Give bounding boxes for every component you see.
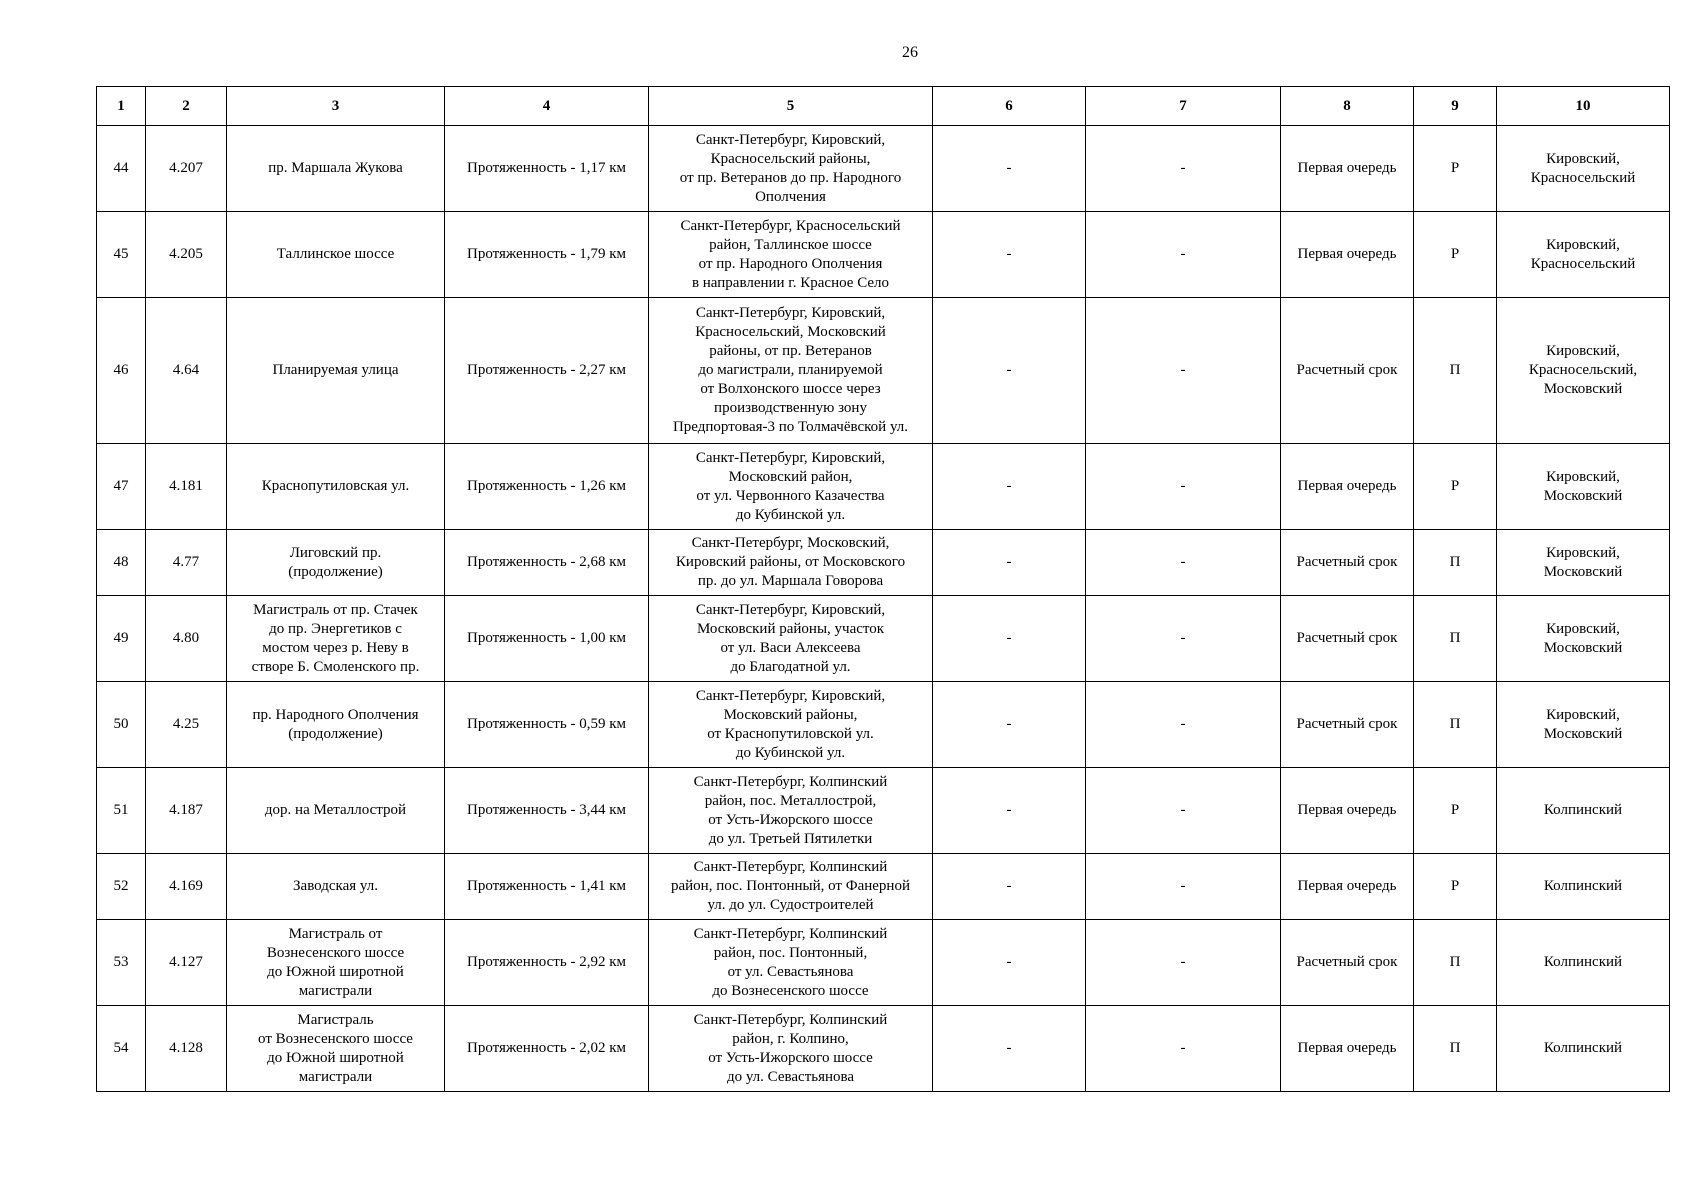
header-col-10: 10 xyxy=(1497,87,1670,126)
object-name-line: пр. Маршала Жукова xyxy=(268,160,403,176)
column-7-value: - xyxy=(1086,682,1281,768)
object-length: Протяженность - 1,17 км xyxy=(445,126,649,212)
object-location xyxy=(649,682,933,768)
object-name xyxy=(227,1006,445,1092)
object-name xyxy=(227,530,445,596)
row-number: 44 xyxy=(97,126,146,212)
table-row xyxy=(97,1006,1670,1092)
object-districts-line: Кировский, xyxy=(1546,468,1620,485)
implementation-term: Расчетный срок xyxy=(1281,530,1414,596)
object-location-line: Санкт-Петербург, Кировский, xyxy=(695,305,886,321)
row-number: 51 xyxy=(97,768,146,854)
table-row xyxy=(97,854,1670,920)
object-districts-line: Кировский, xyxy=(1546,620,1620,637)
implementation-term: Расчетный срок xyxy=(1281,298,1414,444)
implementation-term: Первая очередь xyxy=(1281,768,1414,854)
object-districts-line: Московский xyxy=(1543,563,1623,580)
object-location-line: пр. до ул. Маршала Говорова xyxy=(697,573,884,589)
object-location-line: до Кубинской ул. xyxy=(735,506,846,523)
column-7-value: - xyxy=(1086,212,1281,298)
object-code: 4.207 xyxy=(146,126,227,212)
object-name-line: Краснопутиловская ул. xyxy=(261,478,410,494)
object-code: 4.169 xyxy=(146,854,227,920)
implementation-term: Первая очередь xyxy=(1281,212,1414,298)
object-name-line: магистрали xyxy=(298,982,373,999)
object-name-line: до Южной широтной xyxy=(267,1049,404,1066)
object-location-line: районы, от пр. Ветеранов xyxy=(709,343,872,359)
object-type: Р xyxy=(1414,854,1497,920)
object-location xyxy=(649,298,933,444)
object-location-line: от пр. Ветеранов до пр. Народного xyxy=(679,169,902,186)
object-location-line: Санкт-Петербург, Кировский, xyxy=(695,601,886,618)
object-name xyxy=(227,126,445,212)
header-col-4: 4 xyxy=(445,87,649,126)
object-type: Р xyxy=(1414,212,1497,298)
object-location-line: до Кубинской ул. xyxy=(735,744,846,761)
object-location-line: Московский районы, участок xyxy=(696,620,885,637)
object-location-line: от Волхонского шоссе через xyxy=(700,381,881,397)
object-districts xyxy=(1497,126,1670,212)
object-location xyxy=(649,768,933,854)
column-7-value: - xyxy=(1086,768,1281,854)
object-location-line: Санкт-Петербург, Колпинский xyxy=(693,925,888,942)
column-7-value: - xyxy=(1086,596,1281,682)
object-code: 4.77 xyxy=(146,530,227,596)
row-number: 50 xyxy=(97,682,146,768)
object-name-line: Лиговский пр. xyxy=(289,544,382,561)
object-location-line: от пр. Народного Ополчения xyxy=(698,255,883,272)
object-name-line: до пр. Энергетиков с xyxy=(269,620,402,637)
table-row xyxy=(97,126,1670,212)
object-type: П xyxy=(1414,530,1497,596)
object-location-line: до ул. Третьей Пятилетки xyxy=(708,830,873,847)
object-districts-line: Кировский, xyxy=(1546,343,1620,359)
object-length: Протяженность - 2,02 км xyxy=(445,1006,649,1092)
object-type: П xyxy=(1414,1006,1497,1092)
header-col-1: 1 xyxy=(97,87,146,126)
object-location-line: от Усть-Ижорского шоссе xyxy=(708,811,873,828)
object-location-line: Московский район, xyxy=(728,468,853,485)
row-number: 46 xyxy=(97,298,146,444)
table-row xyxy=(97,212,1670,298)
object-districts-line: Колпинский xyxy=(1543,1040,1623,1056)
table-row xyxy=(97,768,1670,854)
object-code: 4.25 xyxy=(146,682,227,768)
object-name xyxy=(227,444,445,530)
column-7-value: - xyxy=(1086,854,1281,920)
object-length: Протяженность - 1,00 км xyxy=(445,596,649,682)
object-districts xyxy=(1497,1006,1670,1092)
object-location xyxy=(649,126,933,212)
object-name-line: (продолжение) xyxy=(288,725,383,742)
object-name xyxy=(227,768,445,854)
implementation-term: Расчетный срок xyxy=(1281,920,1414,1006)
row-number: 54 xyxy=(97,1006,146,1092)
header-col-8: 8 xyxy=(1281,87,1414,126)
column-6-value: - xyxy=(933,768,1086,854)
column-6-value: - xyxy=(933,682,1086,768)
table-row xyxy=(97,530,1670,596)
object-name-line: Магистраль от xyxy=(288,925,383,942)
object-length: Протяженность - 2,27 км xyxy=(445,298,649,444)
object-code: 4.205 xyxy=(146,212,227,298)
object-location-line: Московский районы, xyxy=(723,706,858,723)
object-location-line: район, Таллинское шоссе xyxy=(709,236,872,253)
object-name-line: Вознесенского шоссе xyxy=(266,944,405,961)
column-7-value: - xyxy=(1086,1006,1281,1092)
object-name-line: створе Б. Смоленского пр. xyxy=(251,658,420,675)
object-length: Протяженность - 1,79 км xyxy=(445,212,649,298)
object-code: 4.187 xyxy=(146,768,227,854)
object-districts xyxy=(1497,212,1670,298)
object-location xyxy=(649,530,933,596)
object-length: Протяженность - 1,41 км xyxy=(445,854,649,920)
object-location-line: от ул. Васи Алексеева xyxy=(720,639,861,656)
object-name-line: от Вознесенского шоссе xyxy=(258,1030,413,1047)
table-row xyxy=(97,920,1670,1006)
column-7-value: - xyxy=(1086,126,1281,212)
implementation-term: Первая очередь xyxy=(1281,1006,1414,1092)
object-districts xyxy=(1497,768,1670,854)
column-6-value: - xyxy=(933,530,1086,596)
object-location xyxy=(649,1006,933,1092)
object-districts-line: Колпинский xyxy=(1543,802,1623,818)
column-6-value: - xyxy=(933,298,1086,444)
object-location-line: от Усть-Ижорского шоссе xyxy=(708,1049,873,1066)
object-districts xyxy=(1497,920,1670,1006)
object-districts-line: Кировский, xyxy=(1546,706,1620,723)
page-number: 26 xyxy=(902,44,918,61)
object-name-line: дор. на Металлострой xyxy=(264,802,407,818)
object-length: Протяженность - 2,92 км xyxy=(445,920,649,1006)
object-length: Протяженность - 3,44 км xyxy=(445,768,649,854)
object-length: Протяженность - 2,68 км xyxy=(445,530,649,596)
object-districts-line: Красносельский xyxy=(1530,255,1636,272)
object-districts xyxy=(1497,530,1670,596)
object-name xyxy=(227,212,445,298)
implementation-term: Расчетный срок xyxy=(1281,596,1414,682)
object-districts-line: Московский xyxy=(1543,639,1623,656)
object-code: 4.80 xyxy=(146,596,227,682)
object-location-line: до Благодатной ул. xyxy=(730,658,851,675)
object-location xyxy=(649,444,933,530)
row-number: 52 xyxy=(97,854,146,920)
object-districts xyxy=(1497,444,1670,530)
object-location-line: Санкт-Петербург, Колпинский xyxy=(693,859,888,875)
object-districts xyxy=(1497,854,1670,920)
object-location-line: Санкт-Петербург, Кировский, xyxy=(695,687,886,704)
table-body xyxy=(97,126,1670,1092)
object-districts-line: Московский xyxy=(1543,381,1623,397)
object-location-line: Санкт-Петербург, Московский, xyxy=(691,535,890,551)
table-row xyxy=(97,298,1670,444)
object-name xyxy=(227,298,445,444)
object-name-line: магистрали xyxy=(298,1068,373,1085)
object-location-line: район, пос. Металлострой, xyxy=(704,792,877,809)
object-districts-line: Красносельский, xyxy=(1528,362,1638,378)
object-districts-line: Красносельский xyxy=(1530,169,1636,186)
object-type: Р xyxy=(1414,444,1497,530)
object-districts-line: Московский xyxy=(1543,487,1623,504)
column-7-value: - xyxy=(1086,444,1281,530)
object-location-line: до магистрали, планируемой xyxy=(698,362,883,378)
implementation-term: Расчетный срок xyxy=(1281,682,1414,768)
object-districts-line: Колпинский xyxy=(1543,878,1623,894)
object-location-line: от Краснопутиловской ул. xyxy=(707,725,874,742)
object-location-line: Санкт-Петербург, Колпинский xyxy=(693,773,888,790)
object-location-line: район, г. Колпино, xyxy=(732,1030,849,1047)
object-type: П xyxy=(1414,682,1497,768)
object-location xyxy=(649,854,933,920)
object-name-line: Таллинское шоссе xyxy=(276,246,395,262)
object-location-line: до ул. Севастьянова xyxy=(726,1068,855,1085)
object-code: 4.181 xyxy=(146,444,227,530)
object-location-line: район, пос. Понтонный, от Фанерной xyxy=(670,878,910,894)
object-location-line: в направлении г. Красное Село xyxy=(691,274,890,291)
object-location-line: Красносельский районы, xyxy=(710,150,871,167)
table-row xyxy=(97,682,1670,768)
object-name-line: Заводская ул. xyxy=(293,878,378,894)
object-location xyxy=(649,596,933,682)
column-6-value: - xyxy=(933,920,1086,1006)
object-location xyxy=(649,212,933,298)
header-col-7: 7 xyxy=(1086,87,1281,126)
object-location-line: ул. до ул. Судостроителей xyxy=(707,897,874,913)
object-name-line: Магистраль xyxy=(297,1011,374,1028)
object-name xyxy=(227,682,445,768)
implementation-term: Первая очередь xyxy=(1281,126,1414,212)
object-location-line: Санкт-Петербург, Красносельский xyxy=(680,217,901,234)
object-location xyxy=(649,920,933,1006)
row-number: 49 xyxy=(97,596,146,682)
column-7-value: - xyxy=(1086,530,1281,596)
column-7-value: - xyxy=(1086,920,1281,1006)
object-location-line: от ул. Червонного Казачества xyxy=(696,487,885,504)
object-districts-line: Кировский, xyxy=(1546,236,1620,253)
row-number: 45 xyxy=(97,212,146,298)
object-location-line: от ул. Севастьянова xyxy=(727,963,854,980)
column-7-value: - xyxy=(1086,298,1281,444)
object-name xyxy=(227,854,445,920)
object-length: Протяженность - 0,59 км xyxy=(445,682,649,768)
object-location-line: до Вознесенского шоссе xyxy=(712,982,869,999)
object-location-line: Кировский районы, от Московского xyxy=(675,554,906,570)
object-type: П xyxy=(1414,920,1497,1006)
object-code: 4.128 xyxy=(146,1006,227,1092)
implementation-term: Первая очередь xyxy=(1281,444,1414,530)
object-location-line: Санкт-Петербург, Кировский, xyxy=(695,449,886,466)
object-location-line: район, пос. Понтонный, xyxy=(713,944,868,961)
row-number: 47 xyxy=(97,444,146,530)
object-name-line: пр. Народного Ополчения xyxy=(252,706,419,723)
object-location-line: Красносельский, Московский xyxy=(695,324,886,340)
object-location-line: Санкт-Петербург, Колпинский xyxy=(693,1011,888,1028)
object-location-line: Ополчения xyxy=(755,188,826,205)
column-6-value: - xyxy=(933,1006,1086,1092)
header-col-9: 9 xyxy=(1414,87,1497,126)
object-code: 4.64 xyxy=(146,298,227,444)
column-6-value: - xyxy=(933,596,1086,682)
object-type: П xyxy=(1414,596,1497,682)
implementation-term: Первая очередь xyxy=(1281,854,1414,920)
header-col-6: 6 xyxy=(933,87,1086,126)
column-6-value: - xyxy=(933,854,1086,920)
object-districts-line: Московский xyxy=(1543,725,1623,742)
object-location-line: производственную зону xyxy=(714,400,867,416)
object-name xyxy=(227,596,445,682)
object-name-line: Планируемая улица xyxy=(272,362,399,378)
object-districts xyxy=(1497,298,1670,444)
header-col-5: 5 xyxy=(649,87,933,126)
object-location-line: Предпортовая-3 по Толмачёвской ул. xyxy=(672,419,909,435)
object-type: П xyxy=(1414,298,1497,444)
object-districts xyxy=(1497,682,1670,768)
object-districts-line: Кировский, xyxy=(1546,150,1620,167)
object-type: Р xyxy=(1414,768,1497,854)
column-6-value: - xyxy=(933,212,1086,298)
row-number: 53 xyxy=(97,920,146,1006)
object-code: 4.127 xyxy=(146,920,227,1006)
header-row xyxy=(97,87,1670,126)
table-row xyxy=(97,444,1670,530)
road-table xyxy=(96,86,1670,1092)
header-col-2: 2 xyxy=(146,87,227,126)
object-districts-line: Кировский, xyxy=(1546,544,1620,561)
header-col-3: 3 xyxy=(227,87,445,126)
column-6-value: - xyxy=(933,444,1086,530)
object-name xyxy=(227,920,445,1006)
object-type: Р xyxy=(1414,126,1497,212)
object-districts xyxy=(1497,596,1670,682)
object-location-line: Санкт-Петербург, Кировский, xyxy=(695,131,886,148)
table-row xyxy=(97,596,1670,682)
object-length: Протяженность - 1,26 км xyxy=(445,444,649,530)
column-6-value: - xyxy=(933,126,1086,212)
object-name-line: (продолжение) xyxy=(288,563,383,580)
object-name-line: мостом через р. Неву в xyxy=(262,639,409,656)
row-number: 48 xyxy=(97,530,146,596)
object-districts-line: Колпинский xyxy=(1543,954,1623,970)
object-name-line: до Южной широтной xyxy=(267,963,404,980)
object-name-line: Магистраль от пр. Стачек xyxy=(253,601,418,618)
